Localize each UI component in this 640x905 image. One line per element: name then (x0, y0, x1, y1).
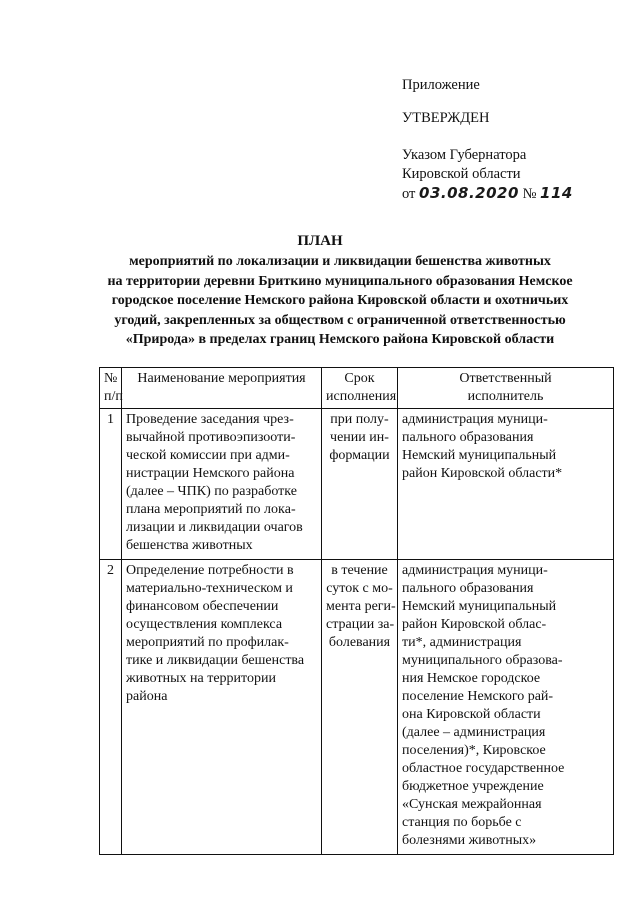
plan-subtitle-line: «Природа» в пределах границ Немского района Кировской области (125, 332, 555, 347)
cell-responsible: администрация муници- пального образования Немский муниципальный район Кировской облас- ти*, администрация муниципального образова- ния Немское городское поселение Немского рай- она Кировской области (далее – администрация поселения)*, Кировское областное государственное бюджетное учреждение «Сунская межрайонная станция по борьбе с болезнями животных» (398, 560, 614, 855)
cell-name: Проведение заседания чрез- вычайной противоэпизооти- ческой комиссии при адми- нистрации Немского района (далее – ЧПК) по разработке плана мероприятий по локa- лизации и ликвидации очагов бешенства животных (122, 409, 322, 560)
plan-subtitle-line: на территории деревни Бриткино муниципального образования Немское (107, 273, 573, 289)
cell-num: 2 (100, 560, 122, 855)
cell-term: в течение суток с мо- мента реги- страции за- болевания (322, 560, 398, 855)
decree-date-handwritten: 03.08.2020 (419, 184, 519, 202)
header-name: Наименование мероприятия (122, 368, 322, 409)
approved-label: УТВЕРЖДЕН (402, 110, 490, 126)
decree-date-line (402, 184, 622, 204)
plan-subtitle-line: угодий, закрепленных за обществом с ограниченной ответственностью (114, 312, 566, 328)
header-responsible: Ответственный исполнитель (398, 368, 614, 409)
plan-subtitle-line: мероприятий по локализации и ликвидации бешенства животных (129, 254, 551, 269)
table-row (100, 560, 614, 855)
plan-subtitle-line: городское поселение Немского района Кировской области и охотничьих (111, 293, 569, 308)
appendix-label: Приложение (402, 77, 480, 93)
table-row (100, 409, 614, 560)
cell-num: 1 (100, 409, 122, 560)
number-sign: № (522, 186, 537, 202)
decree-number-handwritten: 114 (540, 184, 573, 202)
decree-line-1: Указом Губернатора (402, 147, 527, 163)
header-term: Срок исполнения (322, 368, 398, 409)
cell-term: при полу- чении ин- формации (322, 409, 398, 560)
measures-table (99, 367, 614, 855)
approval-block (402, 76, 622, 204)
cell-name: Определение потребности в материально-техническом и финансовом обеспечении осуществления комплекса мероприятий по профилак- тике и ликвидации бешенства животных на территории района (122, 560, 322, 855)
cell-responsible: администрация муници- пального образования Немский муниципальный район Кировской области* (398, 409, 614, 560)
decree-line-2: Кировской области (402, 166, 521, 182)
table-header-row (100, 368, 614, 409)
plan-subtitle (90, 252, 590, 350)
date-prefix: от (402, 186, 416, 202)
header-num: № п/п (100, 368, 122, 409)
plan-title: ПЛАН (297, 233, 343, 249)
